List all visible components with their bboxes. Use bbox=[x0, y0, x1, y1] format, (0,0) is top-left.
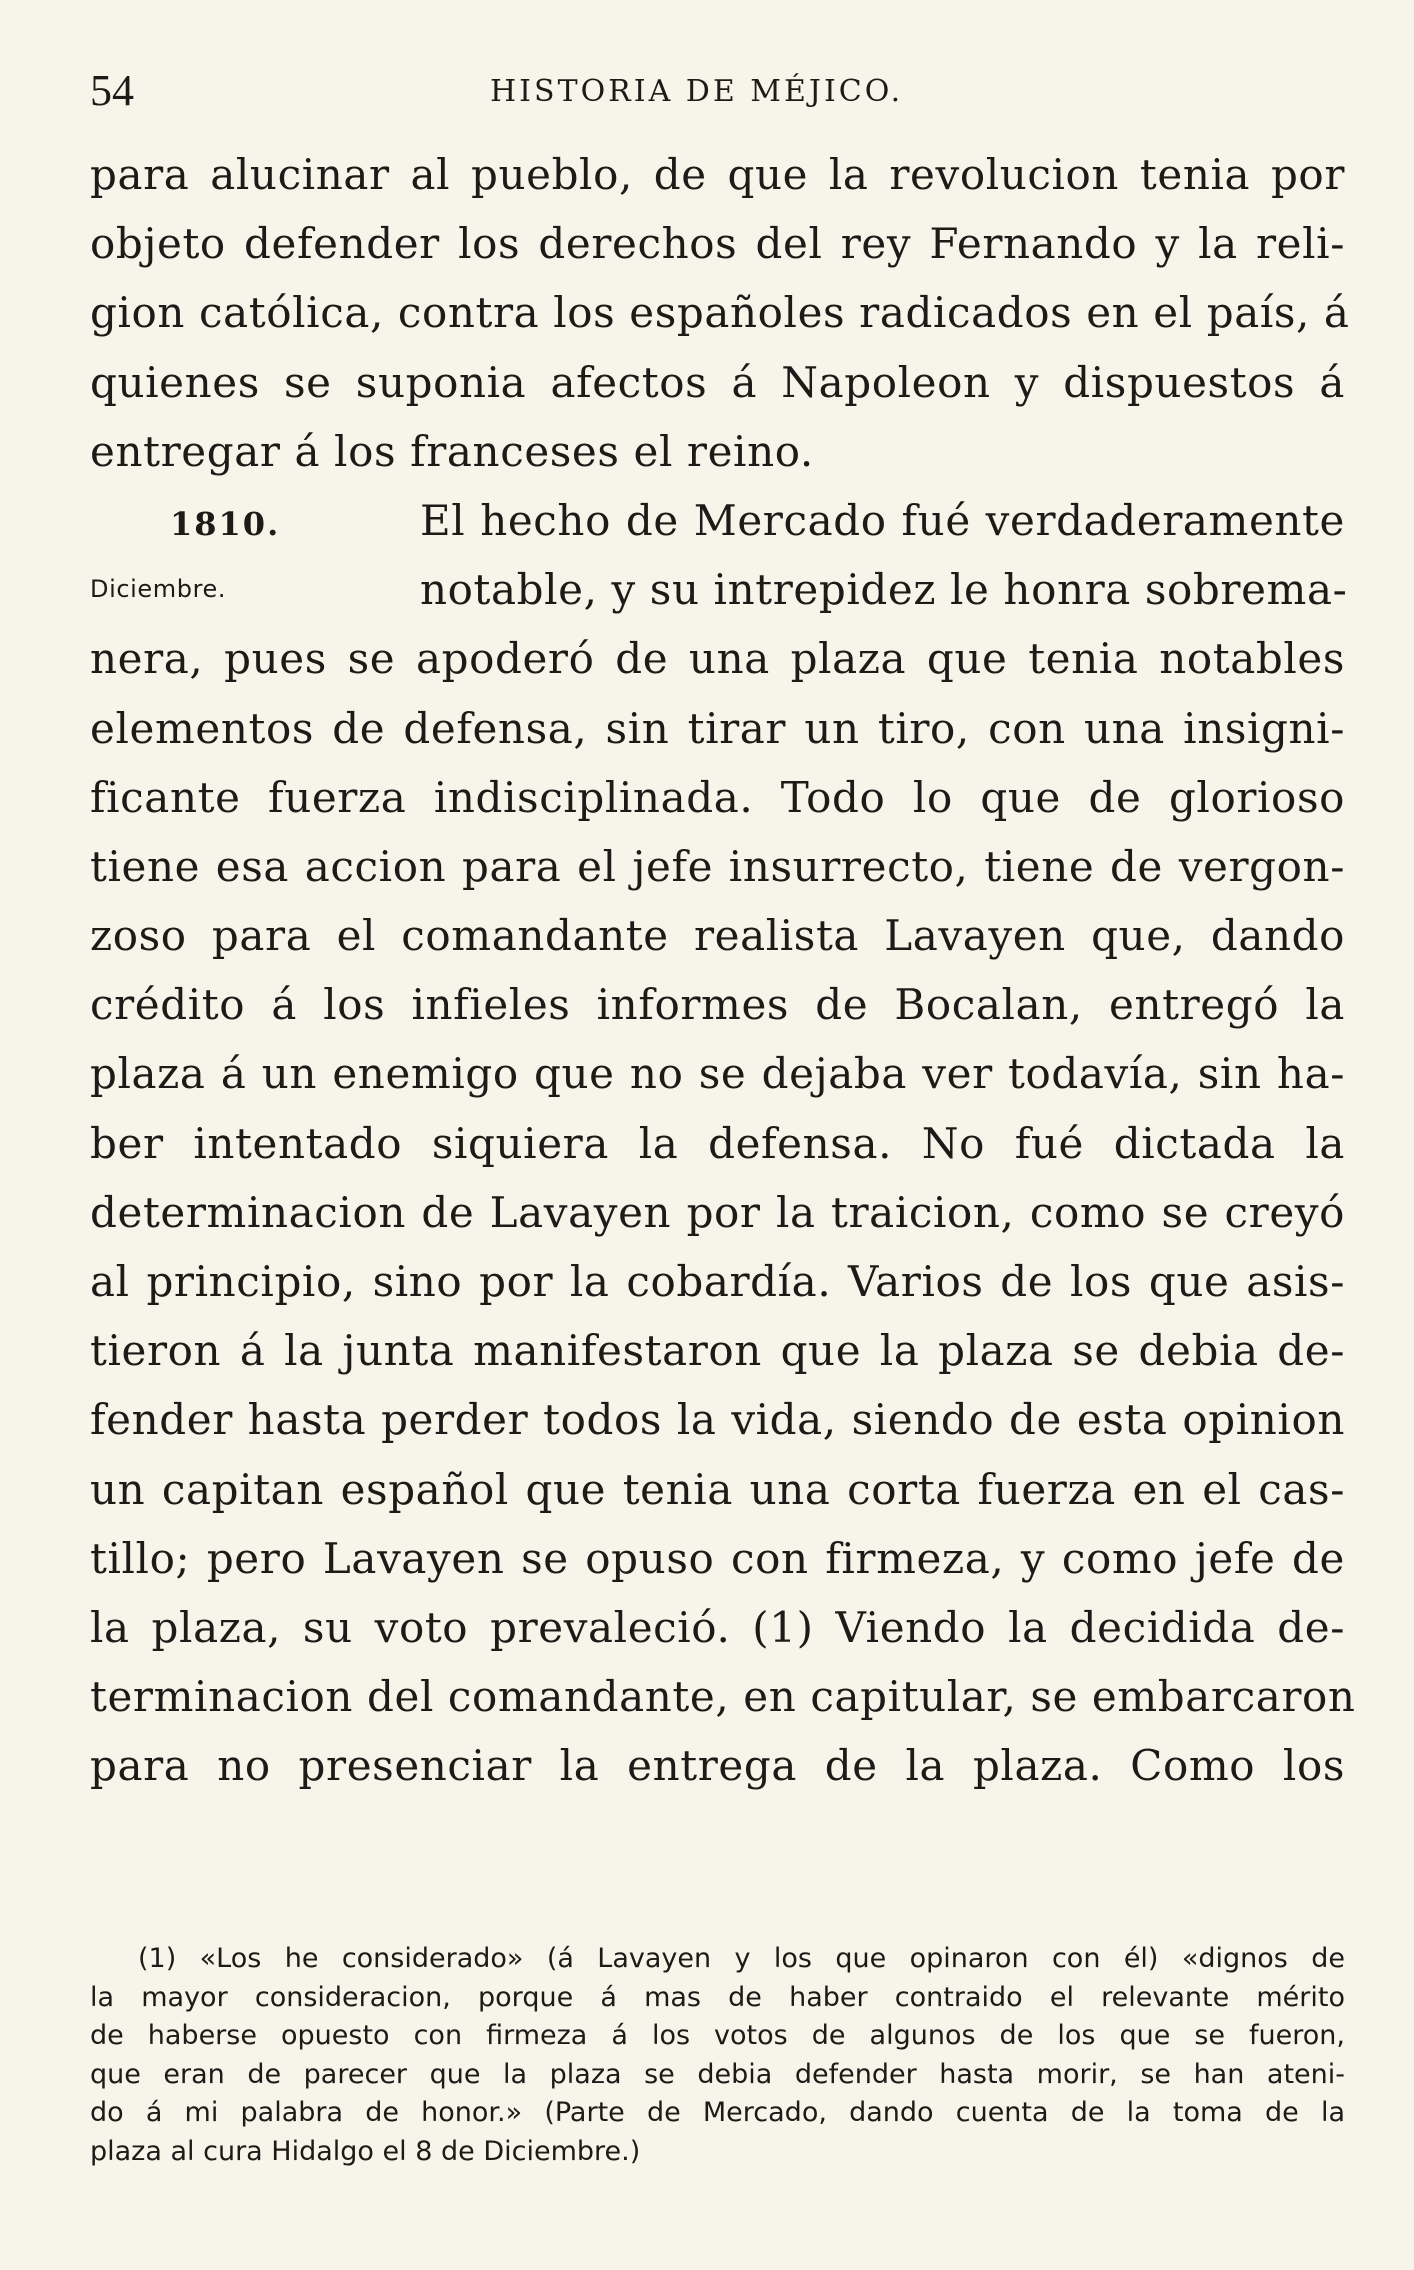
body-line: entregar á los franceses el reino. bbox=[90, 426, 814, 476]
body-line: tiene esa accion para el jefe insurrecto, tiene de vergon- bbox=[90, 841, 1345, 891]
body-line: la plaza, su voto prevaleció. (1) Viendo la decidida de- bbox=[90, 1602, 1345, 1652]
body-line: gion católica, contra los españoles radicados en el país, á bbox=[90, 288, 1350, 338]
body-line: para alucinar al pueblo, de que la revolucion tenia por bbox=[90, 150, 1345, 199]
marginal-month: Diciembre. bbox=[90, 575, 227, 604]
footnote-line: que eran de parecer que la plaza se debia defender hasta morir, se han ateni- bbox=[90, 2058, 1345, 2090]
body-line: tillo; pero Lavayen se opuso con firmeza, y como jefe de bbox=[90, 1533, 1345, 1583]
body-line: notable, y su intrepidez le honra sobrema- bbox=[420, 565, 1348, 615]
footnote-line: do á mi palabra de honor.» (Parte de Mercado, dando cuenta de la toma de la bbox=[90, 2097, 1345, 2129]
body-line: un capitan español que tenia una corta fuerza en el cas- bbox=[90, 1464, 1345, 1514]
body-line: fender hasta perder todos la vida, siendo de esta opinion bbox=[90, 1395, 1345, 1445]
body-line: El hecho de Mercado fué verdaderamente bbox=[420, 495, 1345, 545]
marginal-line bbox=[90, 555, 1348, 624]
page-header bbox=[0, 66, 1414, 116]
body-line: al principio, sino por la cobardía. Varios de los que asis- bbox=[90, 1257, 1345, 1306]
footnote-line: de haberse opuesto con firmeza á los votos de algunos de los que se fueron, bbox=[90, 2020, 1345, 2052]
body-line: elementos de defensa, sin tirar un tiro, con una insigni- bbox=[90, 703, 1345, 753]
body-line: para no presenciar la entrega de la plaza. Como los bbox=[90, 1741, 1345, 1791]
running-title: HISTORIA DE MÉJICO. bbox=[490, 74, 904, 109]
body-line: tieron á la junta manifestaron que la plaza se debia de- bbox=[90, 1326, 1345, 1376]
body-text bbox=[90, 140, 1356, 1801]
body-line: zoso para el comandante realista Lavayen que, dando bbox=[90, 911, 1345, 961]
marginal-line bbox=[90, 486, 1345, 555]
body-line: plaza á un enemigo que no se dejaba ver todavía, sin ha- bbox=[90, 1049, 1345, 1099]
marginal-year: 1810. bbox=[170, 504, 281, 543]
body-line: quienes se suponia afectos á Napoleon y dispuestos á bbox=[90, 357, 1345, 407]
footnote-line: plaza al cura Hidalgo el 8 de Diciembre.) bbox=[90, 2135, 641, 2167]
body-line: determinacion de Lavayen por la traicion, como se creyó bbox=[90, 1187, 1345, 1237]
body-line: crédito á los infieles informes de Bocalan, entregó la bbox=[90, 980, 1345, 1030]
body-line: ber intentado siquiera la defensa. No fué dictada la bbox=[90, 1118, 1345, 1168]
footnote-line: la mayor consideracion, porque á mas de haber contraido el relevante mérito bbox=[90, 1981, 1345, 2013]
body-line: nera, pues se apoderó de una plaza que tenia notables bbox=[90, 634, 1345, 684]
footnote bbox=[90, 1940, 1345, 2172]
body-line: terminacion del comandante, en capitular, se embarcaron bbox=[90, 1672, 1356, 1722]
footnote-line: (1) «Los he considerado» (á Lavayen y los que opinaron con él) «dignos de bbox=[138, 1943, 1345, 1974]
body-line: ficante fuerza indisciplinada. Todo lo que de glorioso bbox=[90, 772, 1345, 822]
page-number: 54 bbox=[90, 66, 134, 115]
body-line: objeto defender los derechos del rey Fernando y la reli- bbox=[90, 219, 1345, 269]
